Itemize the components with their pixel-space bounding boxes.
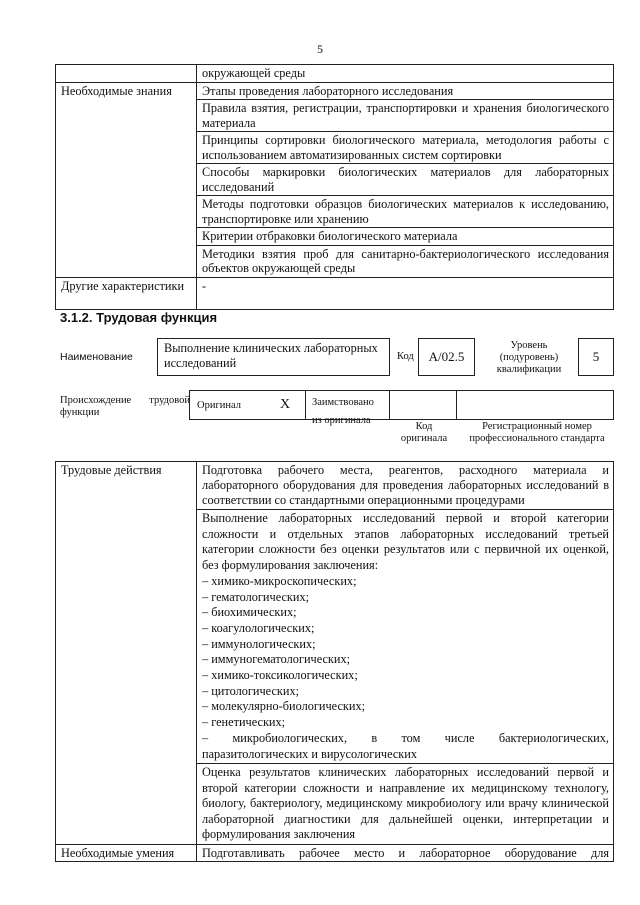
code-original-box [389,390,457,420]
other-label: Другие характеристики [56,277,197,309]
list-item: – иммунологических; [202,636,316,651]
level-box [578,338,614,376]
function-name: Выполнение клинических лабораторных исследований [164,341,378,370]
knowledge-item: Методики взятия проб для санитарно-бактериологического исследования объектов окружающей среды [197,245,614,277]
research-list [202,574,609,762]
skills-label: Необходимые умения [56,844,197,862]
action-item: Оценка результатов клинических лабораторных исследований первой и второй категории сложности и направление их медицинскому технологу, биологу, бактериологу, медицинскому микробиологу или врачу клинической лабораторной диагностики для дальнейшей оценки, интерпретации и формулирования заключения [197,764,614,845]
original-mark: X [280,397,291,412]
reg-number-label: Регистрационный номер профессионального стандарта [469,421,605,444]
page-number: 5 [317,42,323,56]
original-box [189,390,306,420]
reg-number-box [456,390,614,420]
code-value: A/02.5 [428,349,465,364]
original-label: Оригинал [197,400,241,411]
borrowed-label: Заимствовано из оригинала [312,397,374,426]
action-item: Подготовка рабочего места, реагентов, расходного материала и лабораторного оборудования для проведения лабораторных исследований в соответствии со стандартными операционными процедурами [197,462,614,510]
action-intro: Выполнение лабораторных исследований первой и второй категории сложности и отдельных этапов лабораторных исследований третьей категории сложности без оценки результатов или с первичной их оценкой, без формулирования заключения: [202,511,609,573]
knowledge-item: Методы подготовки образцов биологических материалов к исследованию, транспортировке или хранению [197,196,614,228]
list-item: – химико-микроскопических; [202,573,357,588]
knowledge-label: Необходимые знания [56,82,197,277]
table-cell-empty [56,65,197,83]
knowledge-item: Критерии отбраковки биологического материала [197,228,614,246]
list-item: – иммуногематологических; [202,652,351,667]
knowledge-item: Этапы проведения лабораторного исследования [197,82,614,100]
level-value: 5 [592,349,600,364]
borrowed-box [305,390,390,426]
list-item: – генетических; [202,715,286,730]
list-item: – молекулярно-биологических; [202,699,366,714]
function-name-box [157,338,390,376]
knowledge-item: Принципы сортировки биологического материала, методология работы с использованием автоматизированных систем сортировки [197,132,614,164]
action-item-research [197,510,614,764]
list-item: – коагулологических; [202,620,315,635]
section-title: 3.1.2. Трудовая функция [60,310,218,325]
knowledge-item: Правила взятия, регистрации, транспортировки и хранения биологического материала [197,100,614,132]
actions-label: Трудовые действия [56,462,197,845]
actions-table [55,461,614,862]
code-original-label: Код оригинала [400,421,448,444]
code-box [418,338,475,376]
knowledge-table [55,64,614,310]
other-value: - [197,277,614,309]
origin-label: Происхождение трудовой функции [60,395,190,418]
list-item: – химико-токсикологических; [202,668,358,683]
name-label: Наименование [60,351,133,363]
list-item: – микробиологических, в том числе бактериологических, паразитологических и вирусологических [202,730,609,761]
knowledge-item: Способы маркировки биологических материалов для лабораторных исследований [197,164,614,196]
skills-item: Подготавливать рабочее место и лабораторное оборудование для [197,844,614,862]
list-item: – гематологических; [202,589,310,604]
list-item: – биохимических; [202,605,297,620]
code-label: Код [397,351,414,362]
level-label: Уровень (подуровень) квалификации [496,340,562,375]
continuation-text: окружающей среды [197,65,614,83]
list-item: – цитологических; [202,683,300,698]
